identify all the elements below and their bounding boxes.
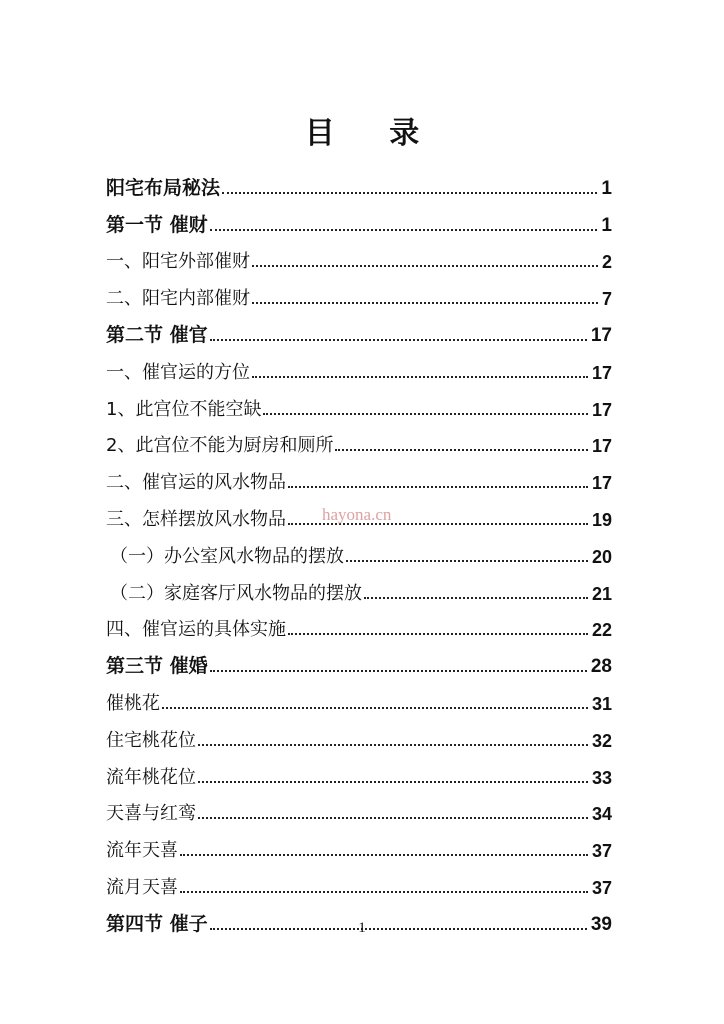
dot-leader	[364, 596, 588, 599]
toc-entry[interactable]	[106, 347, 612, 384]
toc-entry-page: 17	[591, 362, 612, 383]
toc-entry[interactable]	[106, 752, 612, 789]
toc-entry[interactable]	[106, 605, 612, 642]
dot-leader	[252, 301, 598, 304]
toc-entry-page: 20	[591, 546, 612, 567]
dot-leader	[288, 632, 588, 635]
toc-entry-label: 天喜与红鸾	[106, 803, 196, 825]
dot-leader	[252, 375, 588, 378]
toc-entry-label: 2、此宫位不能为厨房和厕所	[106, 435, 334, 457]
toc-entry[interactable]	[106, 568, 612, 605]
dot-leader	[180, 853, 588, 856]
toc-entry-page: 17	[591, 399, 612, 420]
toc-entry-page: 37	[591, 877, 612, 898]
toc-entry-label: 第二节 催官	[106, 323, 208, 346]
table-of-contents	[106, 163, 612, 936]
toc-entry-label: 流年桃花位	[106, 766, 196, 788]
dot-leader	[346, 559, 588, 562]
toc-entry-label: 二、催官运的风水物品	[106, 472, 286, 494]
page-title: 目 录	[304, 116, 442, 151]
toc-entry-label: 第三节 催婚	[106, 655, 208, 678]
dot-leader	[210, 669, 587, 672]
toc-entry-label: 阳宅布局秘法	[106, 176, 221, 199]
toc-entry-page: 21	[591, 583, 612, 604]
dot-leader	[180, 890, 588, 893]
toc-entry[interactable]	[106, 421, 612, 458]
toc-entry-page: 1	[601, 177, 612, 199]
toc-entry-label: 流月天喜	[106, 876, 178, 898]
dot-leader	[210, 228, 598, 231]
toc-entry[interactable]	[106, 310, 612, 347]
toc-entry-page: 7	[601, 289, 612, 310]
toc-entry-page: 39	[590, 913, 612, 935]
toc-entry[interactable]	[106, 200, 612, 237]
dot-leader	[252, 264, 598, 267]
toc-entry-page: 37	[591, 841, 612, 862]
toc-entry-label: 一、催官运的方位	[106, 361, 250, 383]
toc-entry-label: 二、阳宅内部催财	[106, 288, 250, 310]
toc-entry[interactable]	[106, 678, 612, 715]
dot-leader	[263, 412, 588, 415]
dot-leader	[162, 706, 588, 709]
toc-entry-label: 住宅桃花位	[106, 729, 196, 751]
toc-entry[interactable]	[106, 237, 612, 274]
toc-entry-page: 22	[591, 620, 612, 641]
toc-entry-page: 17	[590, 324, 612, 346]
toc-entry-label: 第四节 催子	[106, 912, 208, 935]
toc-entry[interactable]	[106, 457, 612, 494]
toc-entry[interactable]	[106, 825, 612, 862]
toc-entry-label: （一）办公室风水物品的摆放	[110, 545, 344, 567]
watermark: hayona.cn	[322, 505, 392, 524]
toc-entry-page: 19	[591, 509, 612, 530]
toc-entry-page: 33	[591, 767, 612, 788]
dot-leader	[288, 485, 588, 488]
toc-entry[interactable]	[106, 163, 612, 200]
toc-entry[interactable]	[106, 384, 612, 421]
toc-entry-label: 流年天喜	[106, 840, 178, 862]
dot-leader	[210, 338, 587, 341]
dot-leader	[222, 191, 597, 194]
toc-entry-page: 34	[591, 804, 612, 825]
toc-entry-page: 1	[601, 214, 612, 236]
toc-entry[interactable]	[106, 273, 612, 310]
toc-entry-label: 一、阳宅外部催财	[106, 251, 250, 273]
toc-entry-label: （二）家庭客厅风水物品的摆放	[110, 582, 362, 604]
toc-entry-label: 催桃花	[106, 692, 160, 714]
toc-entry-page: 17	[591, 473, 612, 494]
dot-leader	[335, 448, 588, 451]
dot-leader	[198, 743, 588, 746]
toc-entry[interactable]	[106, 641, 612, 678]
toc-entry-label: 第一节 催财	[106, 213, 208, 236]
toc-entry-page: 17	[591, 436, 612, 457]
toc-entry[interactable]	[106, 531, 612, 568]
toc-entry-label: 1、此宫位不能空缺	[106, 398, 262, 420]
toc-entry[interactable]	[106, 789, 612, 826]
dot-leader	[198, 816, 588, 819]
page-number: 1	[358, 920, 366, 936]
toc-entry-page: 28	[590, 656, 612, 678]
toc-entry-page: 2	[601, 252, 612, 273]
toc-entry-label: 四、催官运的具体实施	[106, 619, 286, 641]
toc-entry-page: 32	[591, 730, 612, 751]
toc-entry[interactable]	[106, 862, 612, 899]
dot-leader	[198, 780, 588, 783]
toc-entry-label: 三、怎样摆放风水物品	[106, 508, 286, 530]
toc-entry-page: 31	[591, 693, 612, 714]
toc-entry[interactable]	[106, 715, 612, 752]
